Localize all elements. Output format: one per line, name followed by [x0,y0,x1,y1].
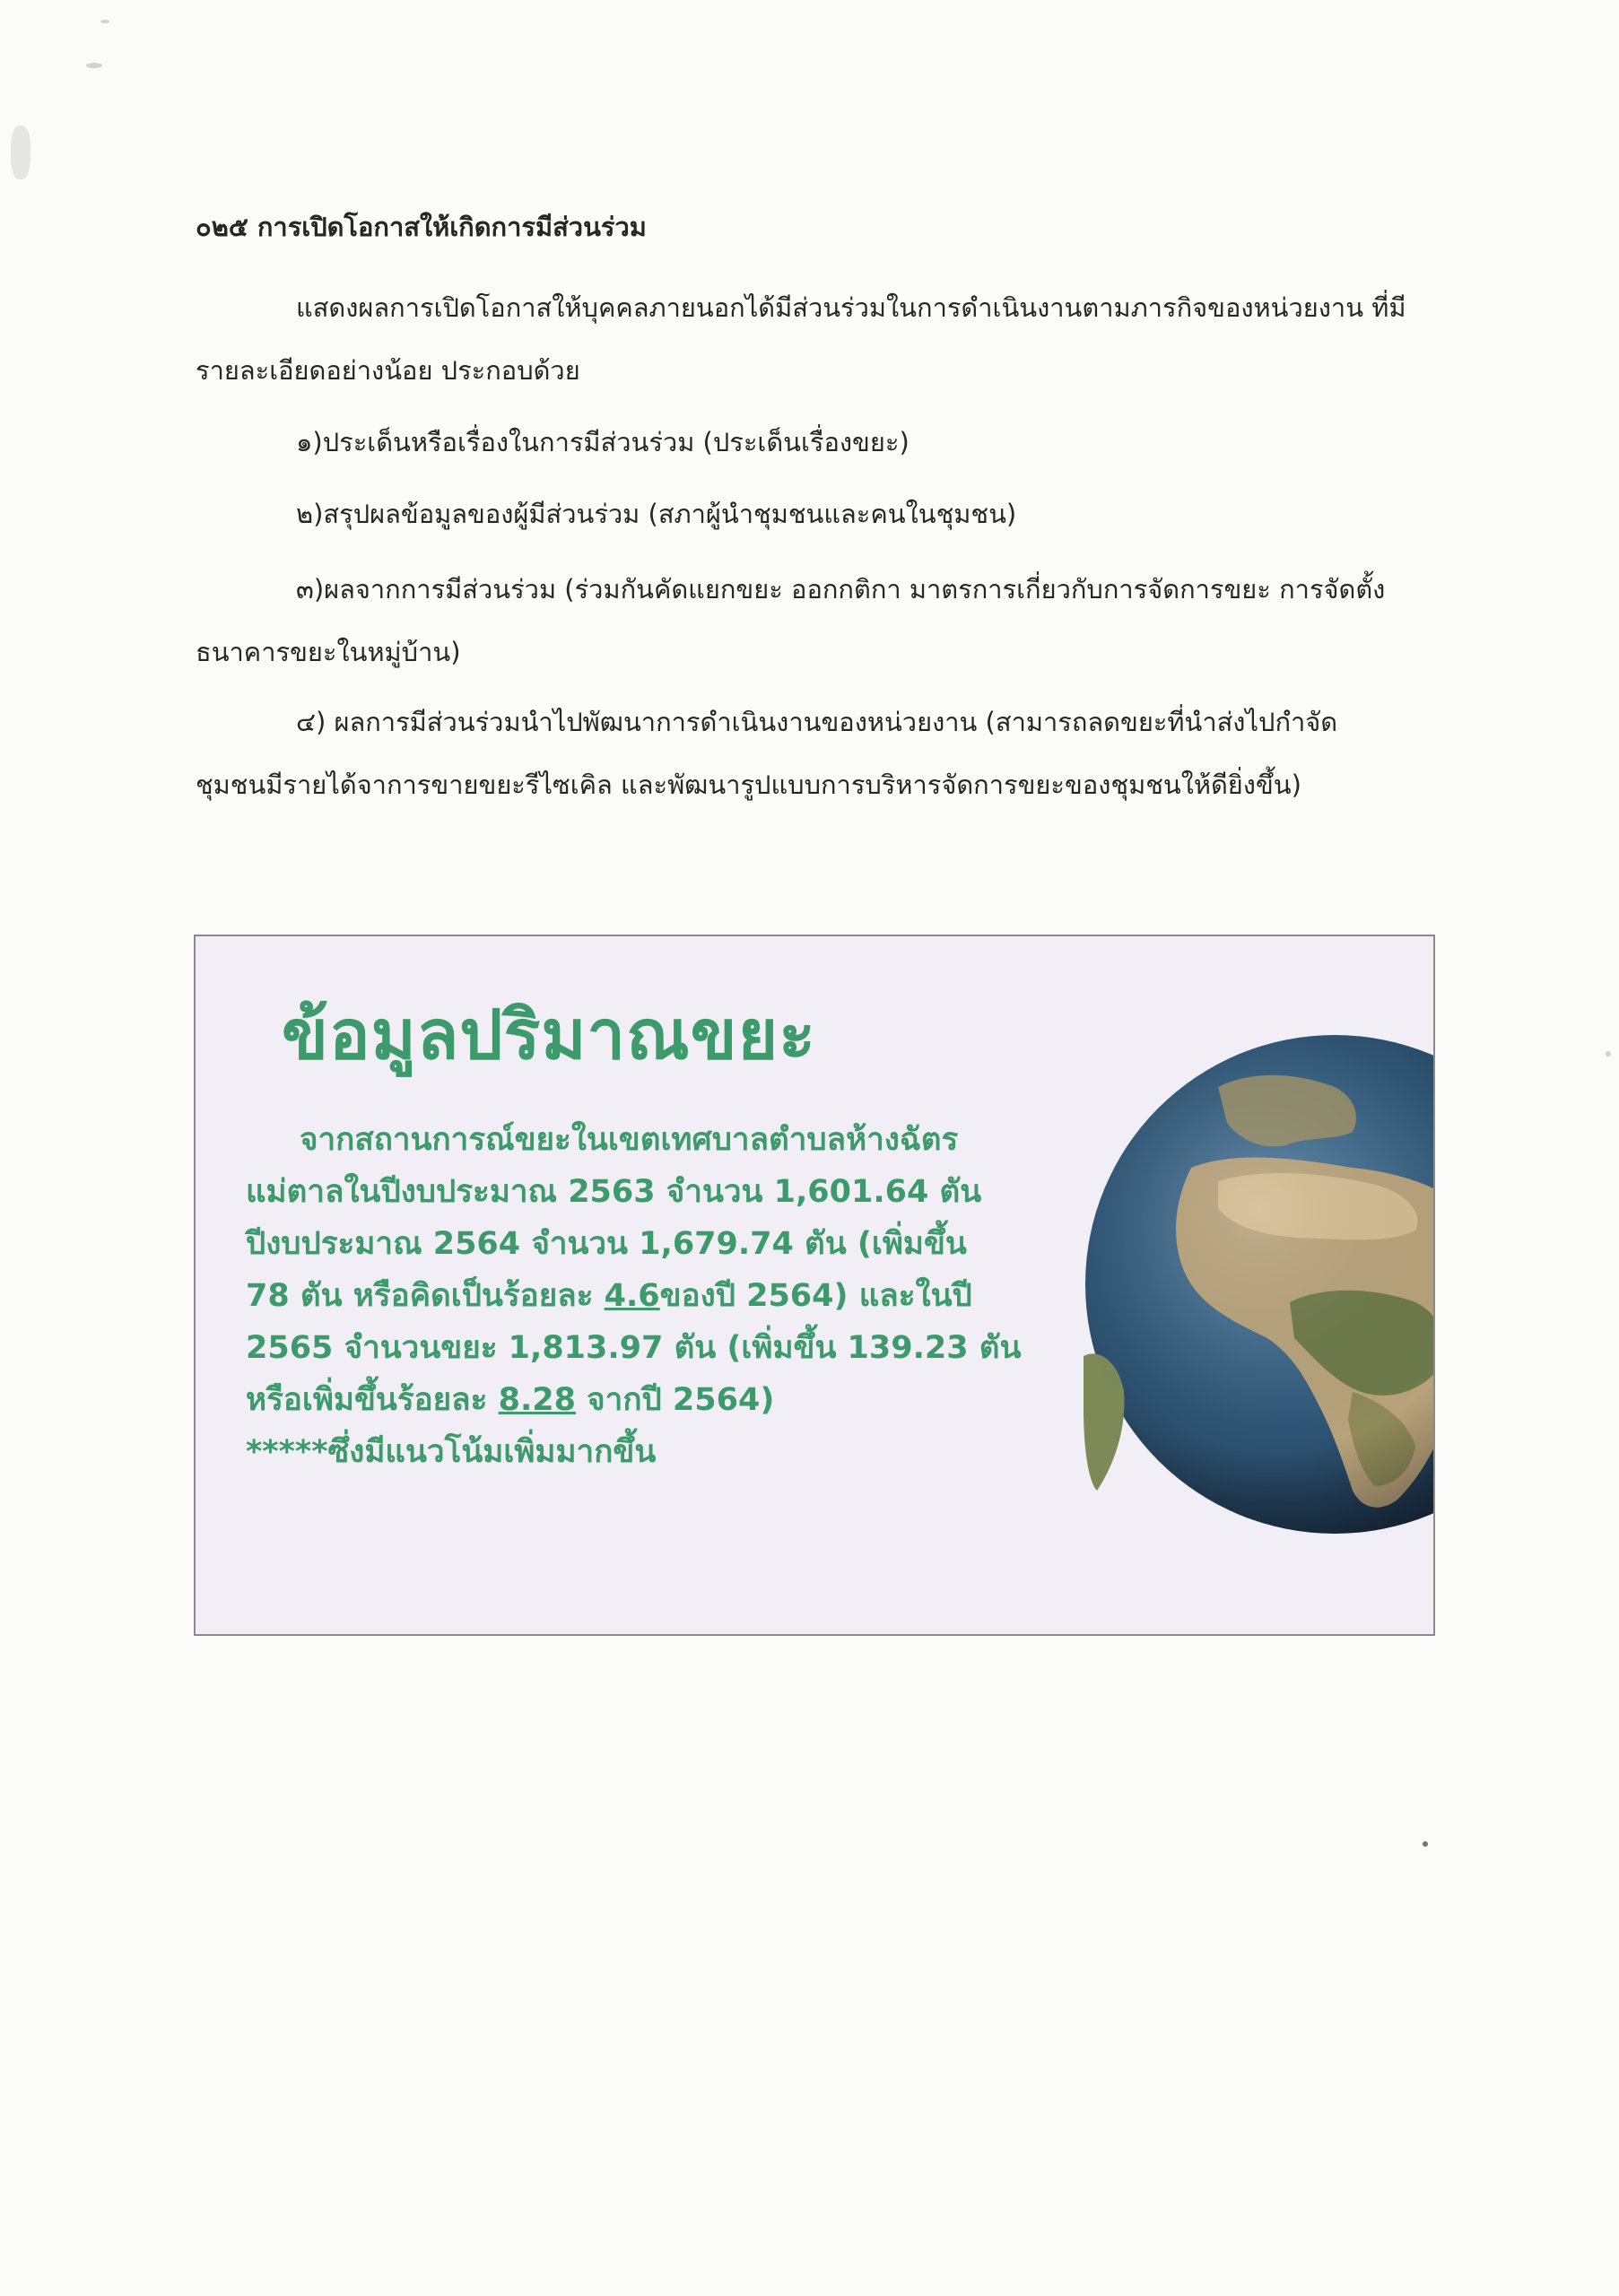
earth-globe-image [1084,1033,1435,1535]
intro-paragraph [196,276,1433,402]
scan-speck [1423,1841,1428,1847]
scan-speck [1606,1051,1611,1057]
scan-speck [11,126,30,179]
list-item-text: ๔) ผลการมีส่วนร่วมนำไปพัฒนาการดำเนินงานของหน่วยงาน (สามารถลดขยะที่นำส่งไปกำจัด [296,707,1338,737]
infographic-line: *****ซึ่งมีแนวโน้มเพิ่มมากขึ้น [246,1434,657,1470]
list-item-3 [196,558,1433,683]
list-item-2 [196,483,1433,545]
infographic-title: ข้อมูลปริมาณขยะ [282,995,816,1074]
percent-value: 8.28 [498,1382,576,1418]
infographic-text: จากปี 2564) [575,1382,775,1418]
list-item-text: ชุมชนมีรายได้จาการขายขยะรีไซเคิล และพัฒนารูปแบบการบริหารจัดการขยะของชุมชนให้ดียิ่งขึ้น) [196,770,1301,800]
infographic-line: 2565 จำนวนขยะ 1,813.97 ตัน (เพิ่มขึ้น 139.23 ตัน [246,1330,1022,1366]
infographic-line: แม่ตาลในปีงบประมาณ 2563 จำนวน 1,601.64 ตัน [246,1174,982,1210]
infographic-line [246,1270,1143,1322]
intro-line: รายละเอียดอย่างน้อย ประกอบด้วย [196,355,580,386]
infographic-body [246,1114,1143,1478]
infographic-text: 78 ตัน หรือคิดเป็นร้อยละ [246,1278,605,1314]
scan-speck [86,63,102,68]
section-heading: ๐๒๕ การเปิดโอกาสให้เกิดการมีส่วนร่วม [196,212,647,242]
infographic-line: ปีงบประมาณ 2564 จำนวน 1,679.74 ตัน (เพิ่มขึ้น [246,1226,967,1262]
percent-value: 4.6 [604,1278,660,1314]
infographic-text: ของปี 2564) และในปี [659,1278,972,1314]
infographic-line [246,1374,1143,1426]
infographic-line: จากสถานการณ์ขยะในเขตเทศบาลตำบลห้างฉัตร [300,1122,959,1158]
intro-line: แสดงผลการเปิดโอกาสให้บุคคลภายนอกได้มีส่วนร่วมในการดำเนินงานตามภารกิจของหน่วยงาน ที่มี [296,292,1406,323]
list-item-4 [196,691,1433,816]
infographic-text: หรือเพิ่มขึ้นร้อยละ [246,1382,499,1418]
list-item-text: ๑)ประเด็นหรือเรื่องในการมีส่วนร่วม (ประเด็นเรื่องขยะ) [296,427,910,457]
list-item-text: ๒)สรุปผลข้อมูลของผู้มีส่วนร่วม (สภาผู้นำชุมชนและคนในชุมชน) [296,499,1017,529]
waste-data-infographic [194,935,1435,1636]
list-item-1 [196,411,1433,474]
list-item-text: ๓)ผลจากการมีส่วนร่วม (ร่วมกันคัดแยกขยะ ออกกติกา มาตรการเกี่ยวกับการจัดการขยะ การจัดตั้ง [296,574,1386,604]
scan-speck [100,20,109,23]
list-item-text: ธนาคารขยะในหมู่บ้าน) [196,637,461,667]
